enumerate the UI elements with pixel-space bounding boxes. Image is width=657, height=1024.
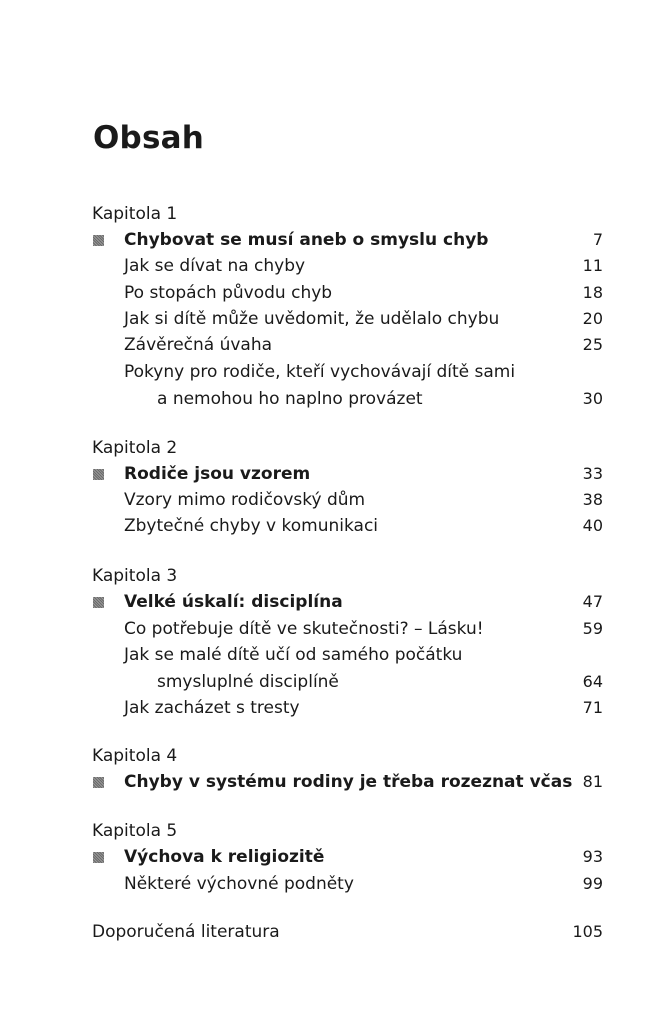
toc-entry-page: 71 (582, 698, 603, 717)
toc-entry-page: 25 (582, 335, 603, 354)
toc-entry-title: Chyby v systému rodiny je třeba rozeznat včas (124, 772, 573, 792)
toc-entry-title: Rodiče jsou vzorem (124, 464, 311, 484)
toc-entry-page: 99 (582, 874, 603, 893)
toc-entry-page: 40 (582, 516, 603, 535)
toc-entry-title: Jak si dítě může uvědomit, že udělalo chybu (124, 309, 500, 329)
bullet-square-icon (93, 852, 104, 863)
toc-entry-title: Jak zacházet s tresty (124, 698, 300, 718)
toc-entry-page: 7 (592, 230, 603, 249)
toc-entry-page: 64 (582, 672, 603, 691)
toc-entry-main[interactable] (0, 589, 657, 615)
toc-entry-continuation[interactable] (0, 669, 657, 695)
toc-entry[interactable] (0, 513, 657, 539)
toc-entry-title: Co potřebuje dítě ve skutečnosti? – Lásku! (124, 619, 484, 639)
toc-entry-page: 18 (582, 283, 603, 302)
toc-entry[interactable] (0, 642, 657, 668)
toc-entry[interactable] (0, 280, 657, 306)
toc-entry-main[interactable] (0, 461, 657, 487)
toc-entry[interactable] (0, 253, 657, 279)
toc-entry-title: Výchova k religiozitě (124, 847, 325, 867)
toc-entry-title: Velké úskalí: disciplína (124, 592, 343, 612)
toc-entry-title: Jak se dívat na chyby (124, 256, 306, 276)
toc-entry[interactable] (0, 359, 657, 385)
toc-entry-title: Zbytečné chyby v komunikaci (124, 516, 379, 536)
toc-entry-page: 30 (582, 389, 603, 408)
toc-entry-literature[interactable] (0, 919, 657, 945)
toc-entry-continuation[interactable] (0, 386, 657, 412)
chapter-label: Kapitola 1 (92, 204, 178, 224)
toc-entry-title: a nemohou ho naplno provázet (157, 389, 423, 409)
bullet-square-icon (93, 597, 104, 608)
chapter-label: Kapitola 5 (92, 821, 178, 841)
chapter-label: Kapitola 4 (92, 746, 178, 766)
toc-entry-title: Chybovat se musí aneb o smyslu chyb (124, 230, 489, 250)
toc-entry-page: 81 (582, 772, 603, 791)
toc-entry-page: 33 (582, 464, 603, 483)
toc-entry-page: 105 (572, 922, 603, 941)
toc-entry-title: Pokyny pro rodiče, kteří vychovávají dítě sami (124, 362, 516, 382)
toc-entry-title: Po stopách původu chyb (124, 283, 333, 303)
toc-entry-page: 59 (582, 619, 603, 638)
bullet-square-icon (93, 235, 104, 246)
toc-entry-page: 20 (582, 309, 603, 328)
bullet-square-icon (93, 777, 104, 788)
toc-entry-title: Vzory mimo rodičovský dům (124, 490, 366, 510)
toc-entry-main[interactable] (0, 844, 657, 870)
toc-entry-title: Závěrečná úvaha (124, 335, 273, 355)
toc-entry-main[interactable] (0, 769, 657, 795)
bullet-square-icon (93, 469, 104, 480)
toc-entry-main[interactable] (0, 227, 657, 253)
chapter-label: Kapitola 2 (92, 438, 178, 458)
toc-entry[interactable] (0, 616, 657, 642)
toc-entry-title: Doporučená literatura (92, 922, 280, 942)
page-title: Obsah (93, 120, 204, 156)
toc-entry-page: 11 (582, 256, 603, 275)
toc-entry-title: Některé výchovné podněty (124, 874, 354, 894)
toc-entry[interactable] (0, 695, 657, 721)
toc-entry[interactable] (0, 487, 657, 513)
chapter-label: Kapitola 3 (92, 566, 178, 586)
toc-entry[interactable] (0, 871, 657, 897)
toc-entry[interactable] (0, 306, 657, 332)
toc-entry-page: 38 (582, 490, 603, 509)
toc-entry-page: 47 (582, 592, 603, 611)
toc-entry-page: 93 (582, 847, 603, 866)
toc-entry[interactable] (0, 332, 657, 358)
toc-entry-title: Jak se malé dítě učí od samého počátku (124, 645, 463, 665)
toc-entry-title: smysluplné disciplíně (157, 672, 339, 692)
